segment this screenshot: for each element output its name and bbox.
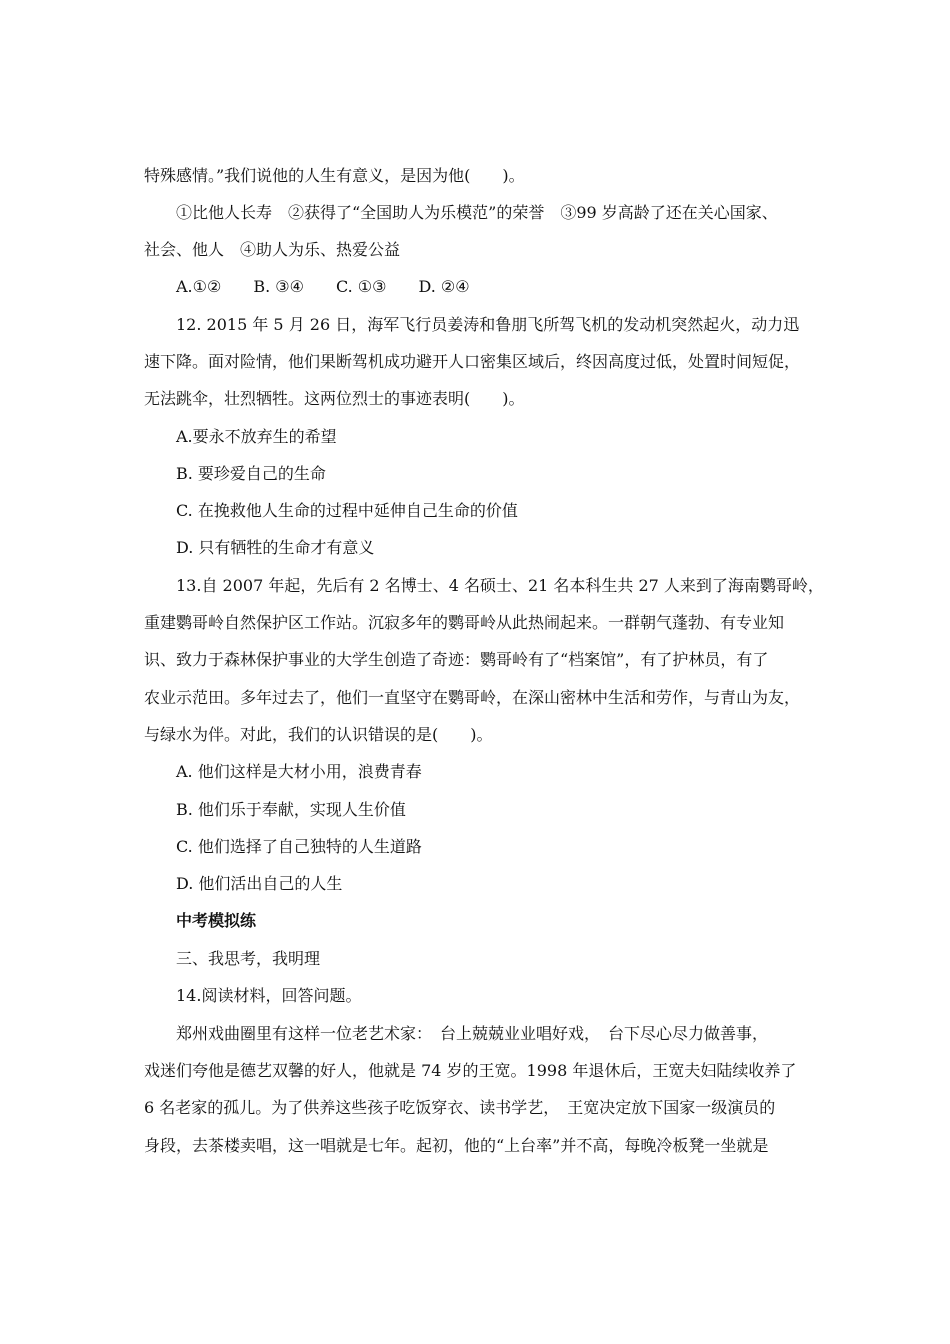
section-subheading: 三、我思考，我明理 [176,949,321,968]
choice-b: B. 要珍爱自己的生命 [176,464,326,483]
paragraph-line: 重建鹦哥岭自然保护区工作站。沉寂多年的鹦哥岭从此热闹起来。一群朝气蓬勃、有专业知 [144,613,785,632]
option-line: ①比他人长寿 ②获得了“全国助人为乐模范”的荣誉 ③99 岁高龄了还在关心国家、 [176,203,778,222]
paragraph-line: 与绿水为伴。对此，我们的认识错误的是( )。 [144,725,493,744]
option-line: 社会、他人 ④助人为乐、热爱公益 [144,240,401,259]
question-13: 13.自 2007 年起，先后有 2 名博士、4 名硕士、21 名本科生共 27 人来到了海南鹦哥岭， [176,576,824,595]
answer-choices: A.①② B. ③④ C. ①③ D. ②④ [176,277,470,296]
paragraph-line: 戏迷们夸他是德艺双馨的好人，他就是 74 岁的王宽。1998 年退休后，王宽夫妇陆续收养了 [144,1061,797,1080]
choice-c: C. 他们选择了自己独特的人生道路 [176,837,422,856]
question-12: 12. 2015 年 5 月 26 日，海军飞行员姜涛和鲁朋飞所驾飞机的发动机突然起火，动力迅 [176,315,800,334]
choice-b: B. 他们乐于奉献，实现人生价值 [176,800,406,819]
paragraph-line: 特殊感情。”我们说他的人生有意义，是因为他( )。 [144,166,525,185]
paragraph-line: 无法跳伞，壮烈牺牲。这两位烈士的事迹表明( )。 [144,389,525,408]
choice-d: D. 他们活出自己的人生 [176,874,343,893]
choice-a: A.要永不放弃生的希望 [176,427,337,446]
section-heading: 中考模拟练 [176,911,257,930]
paragraph-line: 识、致力于森林保护事业的大学生创造了奇迹：鹦哥岭有了“档案馆”，有了护林员，有了 [144,650,769,669]
paragraph-line: 郑州戏曲圈里有这样一位老艺术家： 台上兢兢业业唱好戏， 台下尽心尽力做善事， [176,1024,769,1043]
paragraph-line: 6 名老家的孤儿。为了供养这些孩子吃饭穿衣、读书学艺， 王宽决定放下国家一级演员的 [144,1098,776,1117]
paragraph-line: 速下降。面对险情，他们果断驾机成功避开人口密集区域后，终因高度过低，处置时间短促， [144,352,801,371]
choice-d: D. 只有牺牲的生命才有意义 [176,538,375,557]
paragraph-line: 农业示范田。多年过去了，他们一直坚守在鹦哥岭，在深山密林中生活和劳作，与青山为友， [144,688,801,707]
choice-a: A. 他们这样是大材小用，浪费青春 [176,762,422,781]
paragraph-line: 身段，去茶楼卖唱，这一唱就是七年。起初，他的“上台率”并不高，每晚冷板凳一坐就是 [144,1136,769,1155]
choice-c: C. 在挽救他人生命的过程中延伸自己生命的价值 [176,501,518,520]
question-14: 14.阅读材料，回答问题。 [176,986,362,1005]
